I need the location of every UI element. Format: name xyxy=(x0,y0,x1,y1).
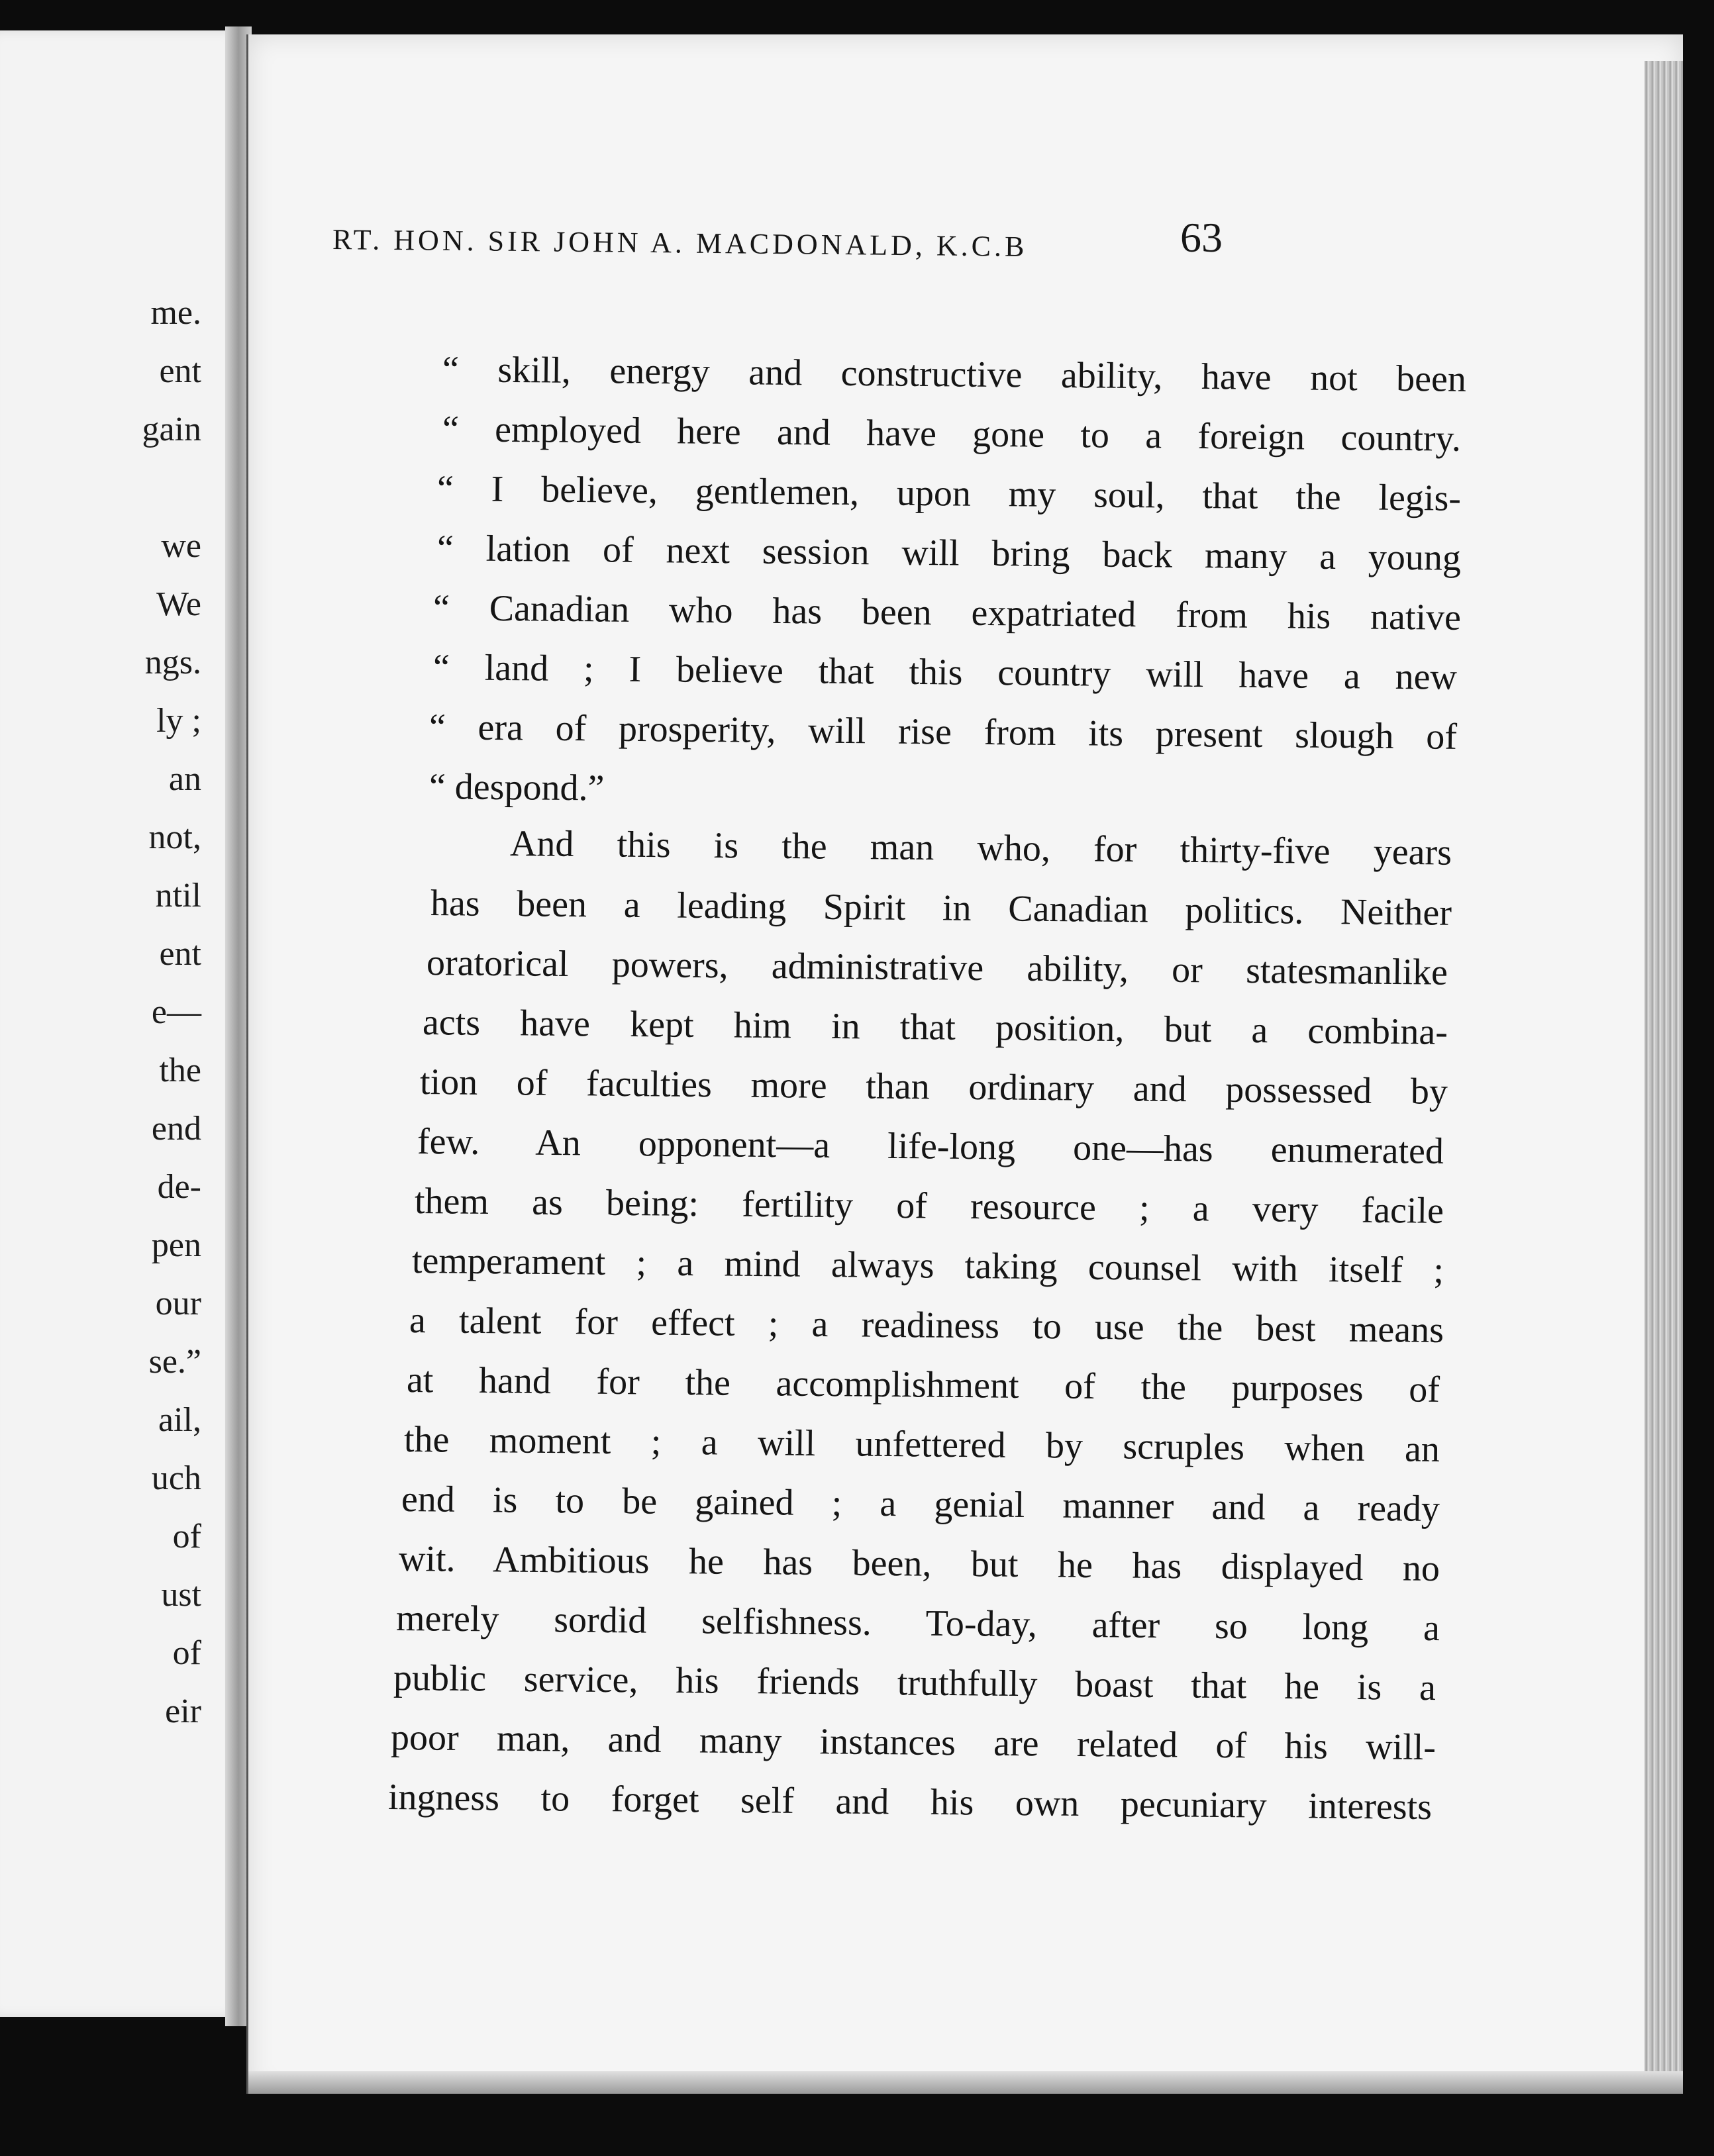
left-page-fragment: ent xyxy=(159,935,201,973)
body-line: “ land ; I believe that this country will have a new xyxy=(432,647,1458,698)
left-page-fragment: pen xyxy=(151,1226,201,1264)
body-line: has been a leading Spirit in Canadian politics. Neither xyxy=(430,883,1452,934)
body-line: poor man, and many instances are related of his will- xyxy=(390,1717,1437,1769)
body-line: ingness to forget self and his own pecuniary interests xyxy=(387,1777,1433,1828)
body-line: the moment ; a will unfettered by scruples when an xyxy=(403,1419,1440,1471)
body-line: a talent for effect ; a readiness to use the best means xyxy=(409,1300,1444,1351)
left-page-fragment: uch xyxy=(151,1459,201,1497)
left-facing-page xyxy=(0,30,246,2017)
body-line: merely sordid selfishness. To-day, after so long a xyxy=(395,1598,1440,1649)
body-line: “ Canadian who has been expatriated from his native xyxy=(432,587,1462,638)
left-page-fragment: end xyxy=(151,1110,201,1148)
left-page-fragment: e— xyxy=(151,993,201,1031)
body-line: public service, his friends truthfully boast that he is a xyxy=(393,1657,1437,1709)
left-page-fragment: eir xyxy=(165,1692,201,1730)
body-line: “ skill, energy and constructive ability, have not been xyxy=(442,349,1467,400)
left-page-fragment: gain xyxy=(142,411,201,448)
page-edge-bottom xyxy=(248,2071,1683,2094)
body-line: “ era of prosperity, will rise from its present slough of xyxy=(428,707,1458,758)
left-page-fragment: ly ; xyxy=(156,702,201,740)
left-page-fragment: me. xyxy=(150,294,201,332)
left-page-fragment: de- xyxy=(157,1168,201,1206)
left-page-fragment: the xyxy=(159,1052,201,1089)
body-line: few. An opponent—a life-long one—has enumerated xyxy=(417,1121,1444,1172)
body-line: end is to be gained ; a genial manner and a ready xyxy=(401,1479,1440,1530)
body-line: acts have kept him in that position, but a combina- xyxy=(422,1002,1448,1053)
body-line: “ lation of next session will bring back many a young xyxy=(436,528,1462,579)
body-line: And this is the man who, for thirty-five years xyxy=(509,823,1452,873)
left-page-fragment: of xyxy=(172,1518,201,1555)
left-page-fragment: of xyxy=(172,1634,201,1672)
left-page-fragment: ent xyxy=(159,352,201,390)
body-line: “ despond.” xyxy=(428,766,605,809)
page-edge-right xyxy=(1644,61,1683,2081)
body-line: oratorical powers, administrative ability, or statesmanlike xyxy=(426,942,1448,993)
left-page-fragment: se.” xyxy=(148,1343,201,1381)
left-page-fragment: ust xyxy=(161,1576,201,1614)
left-page-fragment: our xyxy=(155,1285,201,1322)
left-page-fragment: an xyxy=(168,760,201,798)
left-page-fragment: ngs. xyxy=(144,644,201,681)
left-page-fragment: ntil xyxy=(155,877,201,914)
body-line: wit. Ambitious he has been, but he has displayed no xyxy=(398,1538,1440,1590)
left-page-fragment: we xyxy=(161,527,201,565)
left-page-fragment: ail, xyxy=(158,1401,201,1439)
left-page-fragment: We xyxy=(156,585,201,623)
body-line: “ employed here and have gone to a foreign country. xyxy=(442,409,1462,460)
body-line: tion of faculties more than ordinary and possessed by xyxy=(419,1061,1448,1112)
left-page-fragment: not, xyxy=(148,818,201,856)
page-number: 63 xyxy=(1180,214,1223,261)
body-line: temperament ; a mind always taking counsel with itself ; xyxy=(411,1240,1444,1291)
running-head: RT. HON. SIR JOHN A. MACDONALD, K.C.B xyxy=(332,223,1028,263)
body-line: “ I believe, gentlemen, upon my soul, that the legis- xyxy=(436,468,1462,519)
body-line: at hand for the accomplishment of the purposes of xyxy=(406,1359,1440,1410)
body-line: them as being: fertility of resource ; a very facile xyxy=(414,1181,1444,1232)
